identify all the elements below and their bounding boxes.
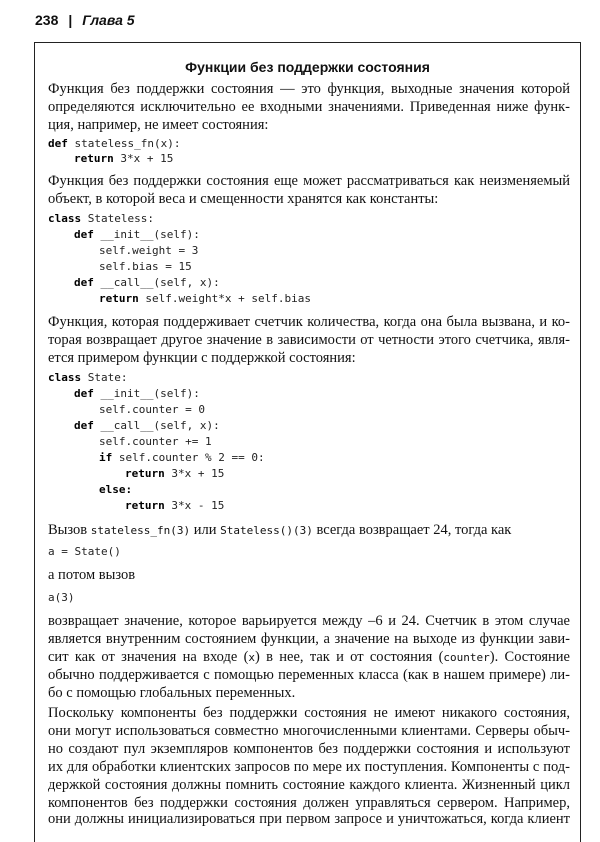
code2-line-5: def __call__(self, x): xyxy=(74,276,220,289)
p7-line-2: они могут использоваться совместно многочисленными клиентами. Серверы обыч- xyxy=(48,723,570,739)
code2-line-2: def __init__(self): xyxy=(74,228,200,241)
page-number: 238 xyxy=(35,12,59,28)
p6-line-4: обычно поддерживается с помощью переменных класса (как в нашем примере) ли- xyxy=(48,667,570,683)
code2-line-4: self.bias = 15 xyxy=(99,260,192,273)
running-header xyxy=(35,12,135,28)
code1-line-2: return 3*x + 15 xyxy=(74,152,174,165)
p6-line-5: бо с помощью глобальных переменных. xyxy=(48,685,296,701)
code3-line-2: def __init__(self): xyxy=(74,387,200,400)
p7-line-1: Поскольку компоненты без поддержки состояния не имеют никакого состояния, xyxy=(48,705,570,721)
p2-line-2: объект, в которой веса и смещенности хранятся как константы: xyxy=(48,191,439,207)
code2-line-1: class Stateless: xyxy=(48,212,154,225)
code3-line-6: if self.counter % 2 == 0: xyxy=(99,451,265,464)
p3-line-2: торая возвращает другое значение в зависимости от четности этого счетчика, явля- xyxy=(48,332,570,348)
p5-line: а потом вызов xyxy=(48,567,136,583)
code3-line-4: def __call__(self, x): xyxy=(74,419,220,432)
code4-line: a = State() xyxy=(48,545,121,558)
code2-line-3: self.weight = 3 xyxy=(99,244,199,257)
p1-line-2: определяются исключительно ее входными значениями. Приведенная ниже функ- xyxy=(48,99,570,115)
p4-line: Вызов stateless_fn(3) или Stateless()(3) всегда возвращает 24, тогда как xyxy=(48,522,512,538)
code3-line-8: else: xyxy=(99,483,133,496)
chapter-title: Глава 5 xyxy=(82,12,135,28)
header-separator: | xyxy=(68,12,73,28)
p6-line-2: является внутренним состоянием функции, а значение на выходе из функции зави- xyxy=(48,631,570,647)
p7-line-3: но создают пул экземпляров компонентов без поддержки состояния и используют xyxy=(48,741,570,757)
p7-line-5: держкой состояния должны помнить состояние каждого клиента. Жизненный цикл xyxy=(48,777,570,793)
p2-line-1: Функция без поддержки состояния еще может рассматриваться как неизменяемый xyxy=(48,173,570,189)
code5-line: a(3) xyxy=(48,591,75,604)
code3-line-7: return 3*x + 15 xyxy=(125,467,225,480)
code3-line-5: self.counter += 1 xyxy=(99,435,212,448)
p6-line-3: сит как от значения на входе (x) в нее, так и от состояния (counter). Состояние xyxy=(48,649,570,665)
code3-line-3: self.counter = 0 xyxy=(99,403,205,416)
p1-line-1: Функция без поддержки состояния — это функция, выходные значения которой xyxy=(48,81,570,97)
code2-line-6: return self.weight*x + self.bias xyxy=(99,292,311,305)
p1-line-3: ция, например, не имеет состояния: xyxy=(48,117,269,133)
p7-line-7: они должны инициализироваться при первом запросе и уничтожаться, когда клиент xyxy=(48,811,570,827)
code1-line-1: def stateless_fn(x): xyxy=(48,137,181,150)
code3-line-9: return 3*x - 15 xyxy=(125,499,225,512)
p3-line-3: ется примером функции с поддержкой состояния: xyxy=(48,350,356,366)
p7-line-6: компонентов без поддержки состояния должен управляться сервером. Например, xyxy=(48,795,570,811)
p7-line-4: их для обработки клиентских запросов по мере их поступления. Компоненты с под- xyxy=(48,759,570,775)
p6-line-1: возвращает значение, которое варьируется между –6 и 24. Счетчик в этом случае xyxy=(48,613,570,629)
box-title: Функции без поддержки состояния xyxy=(185,59,430,75)
code3-line-1: class State: xyxy=(48,371,128,384)
p3-line-1: Функция, которая поддерживает счетчик количества, когда она была вызвана, и ко- xyxy=(48,314,570,330)
